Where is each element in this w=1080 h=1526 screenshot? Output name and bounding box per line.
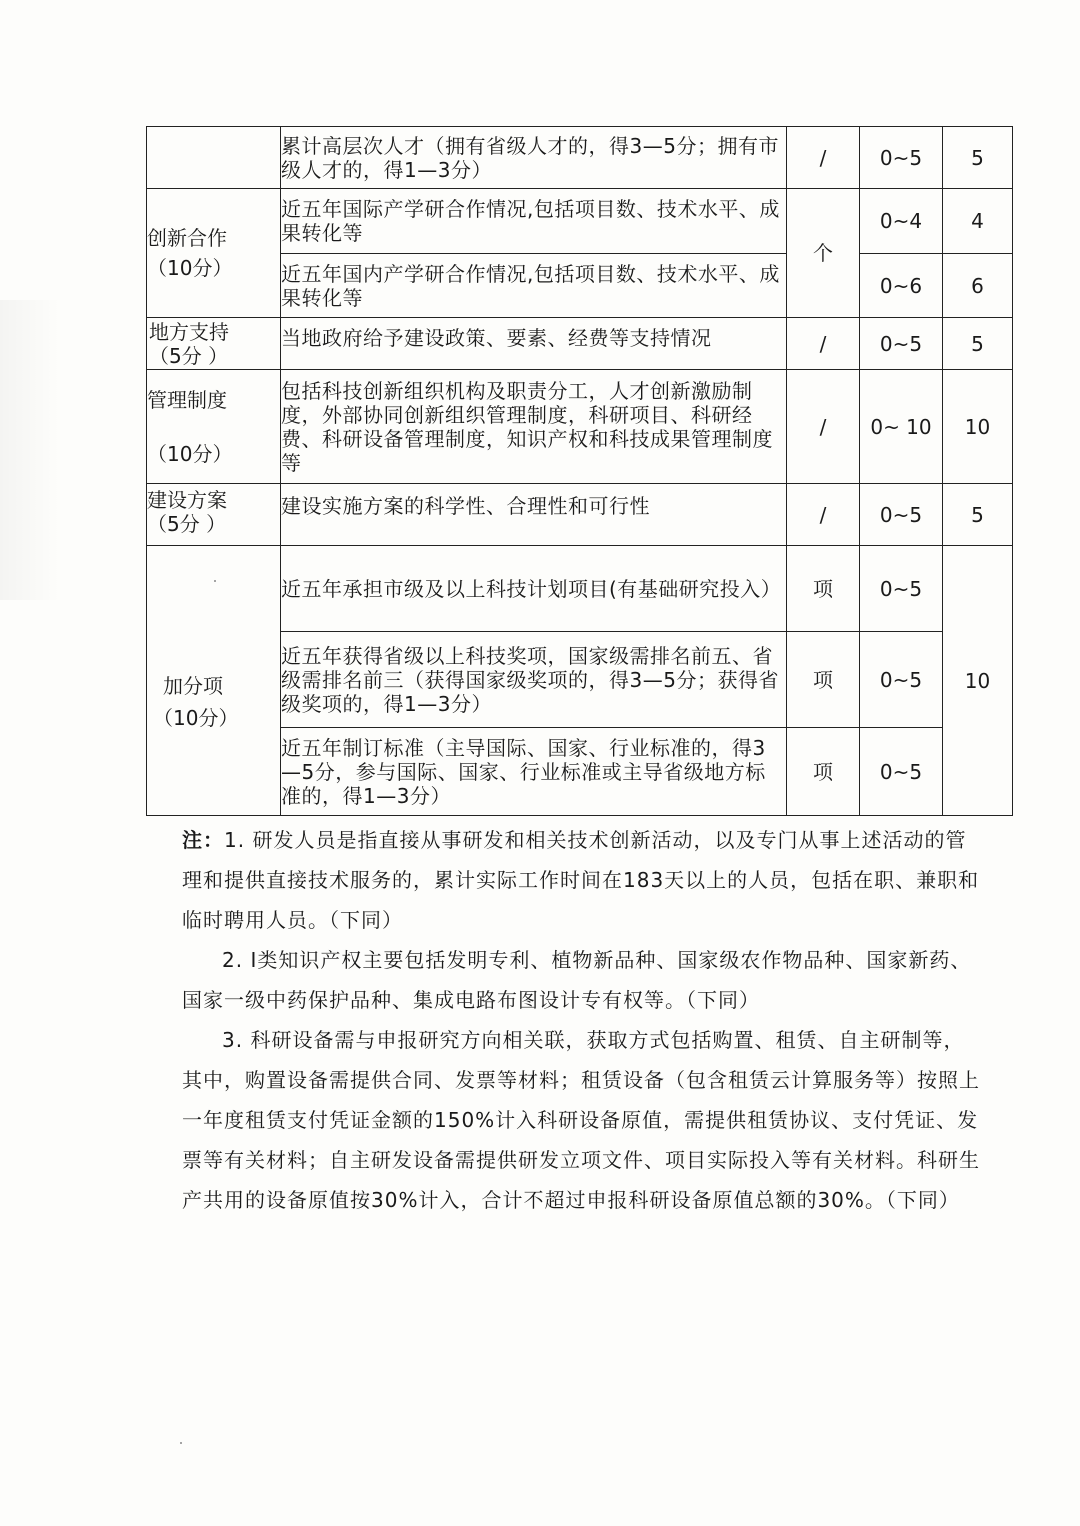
category-cell bbox=[147, 546, 281, 816]
criteria-cell: 当地政府给予建设政策、要素、经费等支持情况 bbox=[281, 318, 787, 370]
range-cell: 0~5 bbox=[860, 484, 943, 546]
unit-cell: / bbox=[787, 484, 860, 546]
criteria-cell: 近五年国际产学研合作情况,包括项目数、技术水平、成果转化等 bbox=[281, 189, 787, 254]
criteria-cell: 近五年国内产学研合作情况,包括项目数、技术水平、成果转化等 bbox=[281, 254, 787, 318]
unit-cell: 项 bbox=[787, 632, 860, 728]
scan-shadow bbox=[0, 300, 60, 600]
range-cell: 0~ 10 bbox=[860, 370, 943, 484]
total-cell: 5 bbox=[943, 127, 1013, 189]
range-cell: 0~5 bbox=[860, 632, 943, 728]
table-row bbox=[147, 127, 1013, 189]
range-cell: 0~5 bbox=[860, 546, 943, 632]
total-cell: 6 bbox=[943, 254, 1013, 318]
category-cell bbox=[147, 370, 281, 484]
table-row bbox=[147, 546, 1013, 632]
criteria-cell: 累计高层次人才（拥有省级人才的，得3—5分；拥有市级人才的，得1—3分） bbox=[281, 127, 787, 189]
unit-cell: 项 bbox=[787, 728, 860, 816]
total-cell: 4 bbox=[943, 189, 1013, 254]
total-cell: 10 bbox=[943, 370, 1013, 484]
note-1-text: 1. 研发人员是指直接从事研发和相关技术创新活动，以及专门从事上述活动的管理和提供直接技术服务的，累计实际工作时间在183天以上的人员，包括在职、兼职和临时聘用人员。（下同） bbox=[182, 828, 980, 932]
scan-speck bbox=[214, 580, 216, 582]
category-cell bbox=[147, 318, 281, 370]
note-2: 2. I类知识产权主要包括发明专利、植物新品种、国家级农作物品种、国家新药、国家一级中药保护品种、集成电路布图设计专有权等。（下同） bbox=[182, 948, 972, 1012]
table-row bbox=[147, 484, 1013, 546]
notes-section bbox=[182, 820, 982, 1220]
scan-speck bbox=[180, 1442, 182, 1444]
criteria-cell: 近五年制订标准（主导国际、国家、行业标准的，得3—5分，参与国际、国家、行业标准或主导省级地方标准的，得1—3分） bbox=[281, 728, 787, 816]
criteria-cell: 包括科技创新组织机构及职责分工，人才创新激励制度，外部协同创新组织管理制度，科研项目、科研经费、科研设备管理制度，知识产权和科技成果管理制度等 bbox=[281, 370, 787, 484]
category-score: （5分 ） bbox=[149, 343, 229, 368]
unit-cell: 项 bbox=[787, 546, 860, 632]
range-cell: 0~5 bbox=[860, 127, 943, 189]
criteria-cell: 近五年承担市级及以上科技计划项目(有基础研究投入） bbox=[281, 546, 787, 632]
range-cell: 0~5 bbox=[860, 728, 943, 816]
table-row bbox=[147, 318, 1013, 370]
total-cell: 10 bbox=[943, 546, 1013, 816]
range-cell: 0~6 bbox=[860, 254, 943, 318]
unit-cell: / bbox=[787, 370, 860, 484]
table-row bbox=[147, 370, 1013, 484]
category-score: （10分） bbox=[147, 256, 233, 280]
category-cell bbox=[147, 189, 281, 318]
category-score: （5分 ） bbox=[147, 512, 227, 536]
note-label: 注： bbox=[182, 828, 224, 852]
category-title: 加分项 bbox=[163, 674, 223, 698]
category-title: 管理制度 bbox=[147, 387, 227, 412]
category-title: 创新合作 bbox=[147, 226, 227, 250]
category-cell bbox=[147, 484, 281, 546]
category-title: 地方支持 bbox=[149, 319, 229, 344]
unit-cell: / bbox=[787, 318, 860, 370]
category-cell-empty bbox=[147, 127, 281, 189]
range-cell: 0~5 bbox=[860, 318, 943, 370]
criteria-cell: 近五年获得省级以上科技奖项，国家级需排名前五、省级需排名前三（获得国家级奖项的，得3—5分；获得省级奖项的，得1—3分） bbox=[281, 632, 787, 728]
unit-cell: / bbox=[787, 127, 860, 189]
note-3: 3. 科研设备需与申报研究方向相关联，获取方式包括购置、租赁、自主研制等，其中，购置设备需提供合同、发票等材料；租赁设备（包含租赁云计算服务等）按照上一年度租赁支付凭证金额的150%计入科研设备原值，需提供租赁协议、支付凭证、发票等有关材料；自主研发设备需提供研发立项文件、项目实际投入等有关材料。科研生产共用的设备原值按30%计入，合计不超过申报科研设备原值总额的30%。（下同） bbox=[182, 1028, 980, 1212]
category-score: （10分） bbox=[147, 441, 233, 466]
total-cell: 5 bbox=[943, 484, 1013, 546]
category-score: （10分） bbox=[153, 706, 239, 730]
range-cell: 0~4 bbox=[860, 189, 943, 254]
table-row bbox=[147, 189, 1013, 254]
unit-cell: 个 bbox=[787, 189, 860, 318]
category-title: 建设方案 bbox=[147, 488, 227, 512]
total-cell: 5 bbox=[943, 318, 1013, 370]
criteria-cell: 建设实施方案的科学性、合理性和可行性 bbox=[281, 484, 787, 546]
scoring-table bbox=[146, 126, 1013, 816]
note-1 bbox=[182, 820, 982, 940]
